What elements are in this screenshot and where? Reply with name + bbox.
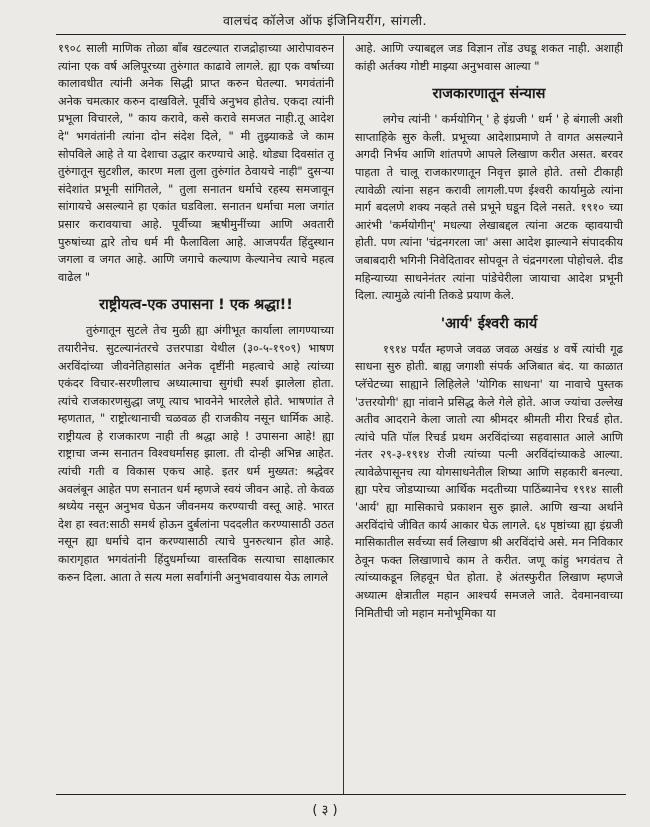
paragraph-arrest-alipur: १९०८ साली माणिक तोळा बाँब खटल्यात राजद्रोहाच्या आरोपावरुन त्यांना एक वर्ष अलिपूरच्या तुरुंगात काढावे लागले. ह्या एक वर्षाच्या कालावधीत त्यांनी अनेक सिद्धी प्राप्त करुन घेतल्या. भगवंतांनी अनेक चमत्कार करुन दाखविले. पूर्वीचे अनुभव होतेच. एकदा त्यांनी प्रभूला विचारले, " काय करावे, कसे करावे समजत नाही.तू आदेश दे" भगवंतांनी त्यांना दोन संदेश दिले, " मी तुझ्याकडे जे काम सोपविले आहे ते या देशाचा उद्धार करण्याचे आहे. थोड्या दिवसांत तू तुरुंगातून सुटशील, कारण मला तुला तुरुंगांत ठेवायचे नाही" दुसऱ्या संदेशांत प्रभूनी सांगितले, " तुला सनातन धर्माचे रहस्य समजावून सांगायचे असल्याने हा एकांत घडविला. सनातन धर्माचा मला जगांत प्रसार करावयाचा आहे. पूर्वीच्या ऋषीमुनींच्या आणि अवतारी पुरुषांच्या द्वारे तोच धर्म मी फैलाविला आहे. आजपर्यंत हिंदुस्थान जगला व जगत आहे. आणि जगाचे कल्याण केल्यानेच त्याचे महत्व वाढेल " <box>58 42 334 284</box>
header-rule <box>56 34 626 35</box>
section-heading-nationalism: राष्ट्रीयत्व-एक उपासना ! एक श्रद्धा!! <box>99 297 293 314</box>
left-column <box>58 40 334 586</box>
running-header: वालचंद कॉलेज ऑफ इंजिनियरींग, सांगली. <box>223 13 427 28</box>
paragraph-continuation: आहे. आणि ज्याबद्दल जड विज्ञान तोंड उघडू शकत नाही. अशाही कांही अर्तक्य गोष्टी माझ्या अनुभवास आल्या " <box>355 42 623 73</box>
column-divider <box>343 36 344 794</box>
paragraph-uttarpara-speech: तुरुंगातून सुटले तेच मुळी ह्या अंगीभूत कार्याला लागण्याच्या तयारीनेच. सुटल्यानंतरचे उत्तरपाडा येथील (३०-५-१९०९) भाषण अरविंदांच्या जीवनेतिहासांत अनेक दृष्टींनी महत्वाचे आहे त्यांच्या एकंदर विचार-सरणीलाच अध्यात्माचा सुगंधी स्पर्श झालेला होता. त्यांचे राजकारणसुद्धा जणू त्याच भावनेने भारलेले होते. भाषणांत ते म्हणतात, " राष्ट्रोत्थानाची चळवळ ही राजकीय नसून धार्मिक आहे. राष्ट्रीयत्व हे राजकारण नाही ती श्रद्धा आहे ! उपासना आहे! ह्या राष्ट्राचा जन्म सनातन विश्वधर्मासह झाला. ती दोन्ही अभिन्न आहेत. त्यांची गती व विकास एकच आहे. इतर धर्म मुख्यत: श्रद्धेवर अवलंबून आहेत पण सनातन धर्म म्हणजे स्वयं जीवन आहे. तो केवळ श्रध्येय नसून अनुभव घेऊन जीवनमय करण्याची वस्तू आहे. भारत देश हा स्वत:साठी समर्थ होऊन दुर्बलांना पददलीत करण्यासाठी उठत नसून ह्या धर्माचे दान करण्यासाठी त्याचे पुनरुत्थान होत आहे. कारागृहात भगवंतांनी हिंदुधर्माच्या वास्तविक सत्याचा साक्षात्कार करुन दिला. आता ते सत्य मला सर्वांगांनी अनुभवावयास येऊ लागले <box>58 324 334 584</box>
footer-rule <box>56 794 626 795</box>
right-column <box>355 40 623 622</box>
section-heading-arya: 'आर्य' ईश्वरी कार्य <box>440 315 538 332</box>
page-number: ( ३ ) <box>312 803 338 818</box>
paragraph-karmayogin: लगेच त्यांनी ' कर्मयोगिन् ' हे इंग्रजी ' धर्म ' हे बंगाली अशी साप्ताहिके सुरु केली. प्रभूच्या आदेशाप्रमाणे ते वागत असल्याने अगदी निर्भय आणि शांतपणे आपले लिखाण करीत असत. बरवर पाहता ते चालू राजकारणातून निवृत्त झाले होते. तसो टीकाही त्यावेळी त्यांना सहन करावी लागली.पण ईश्वरी कार्यामुळे त्यांना मार्ग बदलणे शक्य नव्हते तसे प्रभूने घडून दिले नसते. १९१० च्या आरंभी 'कर्मयोगीन्' मधल्या लेखाबद्दल त्यांना अटक व्हावयाची होती. पण त्यांना 'चंद्रनगरला जा' असा आदेश झाल्याने संपादकीय जबाबदारी भगिनी निवेदितावर सोपवून ते चंद्रनगरला पोहोचले. दीड महिन्याच्या साधनेनंतर त्यांना पांडेचेरीला जायाचा आदेश प्रभूनी दिला. त्यामुळे त्यांनी तिकडे प्रयाण केले. <box>355 113 623 303</box>
section-heading-renunciation: राजकारणातून संन्यास <box>432 86 546 103</box>
paragraph-arya-journal: १९१४ पर्यंत म्हणजे जवळ जवळ अखंड ४ वर्षे त्यांची गूढ साधना सुरु होती. बाह्य जगाशी संपर्क अजिबात बंद. या काळात प्लॅचेटच्या साह्याने लिहिलेले 'योगिक साधना' या नावाचे पुस्तक 'उत्तरयोगी' ह्या नांवाने प्रसिद्ध केले गेले होते. आज ज्यांचा उल्लेख अतीव आदराने केला जातो त्या श्रीमदर श्रीमती मीरा रिचर्ड होत. त्यांचे पति पॉल रिचर्ड प्रथम अरविंदांच्या सहवासात आले आणि नंतर २९-३-१९१४ रोजी त्यांच्या पत्नी अरविंदांच्याकडे आल्या. त्यावेळेपासूनच त्या योगसाधनेतील शिष्या आणि सहकारी बनल्या. ह्या परेच जोडप्याच्या आर्थिक मदतीच्या पाठिंब्यानेच १९१४ साली 'आर्य' ह्या मासिकाचे प्रकाशन सुरु झाले. आणि खऱ्या अर्थाने अरविंदांचे जीवित कार्य आकार घेऊ लागले. ६४ पृष्ठांच्या ह्या इंग्रजी मासिकातील सर्वच्या सर्व लिखाण श्री अरविंदांचे असे. मन निविकार ठेवून फक्त लिखाणाचे काम ते करीत. जणू कांहु भगवंतच ते त्यांच्याकडून लिहवून घेत होता. हे अंतस्फुरीत लिखाण म्हणजे अध्यात्म क्षेत्रातील महान आश्चर्य समजले जाते. देवमानवाच्या निमितीची जो महान मनोभूमिका या <box>355 342 623 620</box>
